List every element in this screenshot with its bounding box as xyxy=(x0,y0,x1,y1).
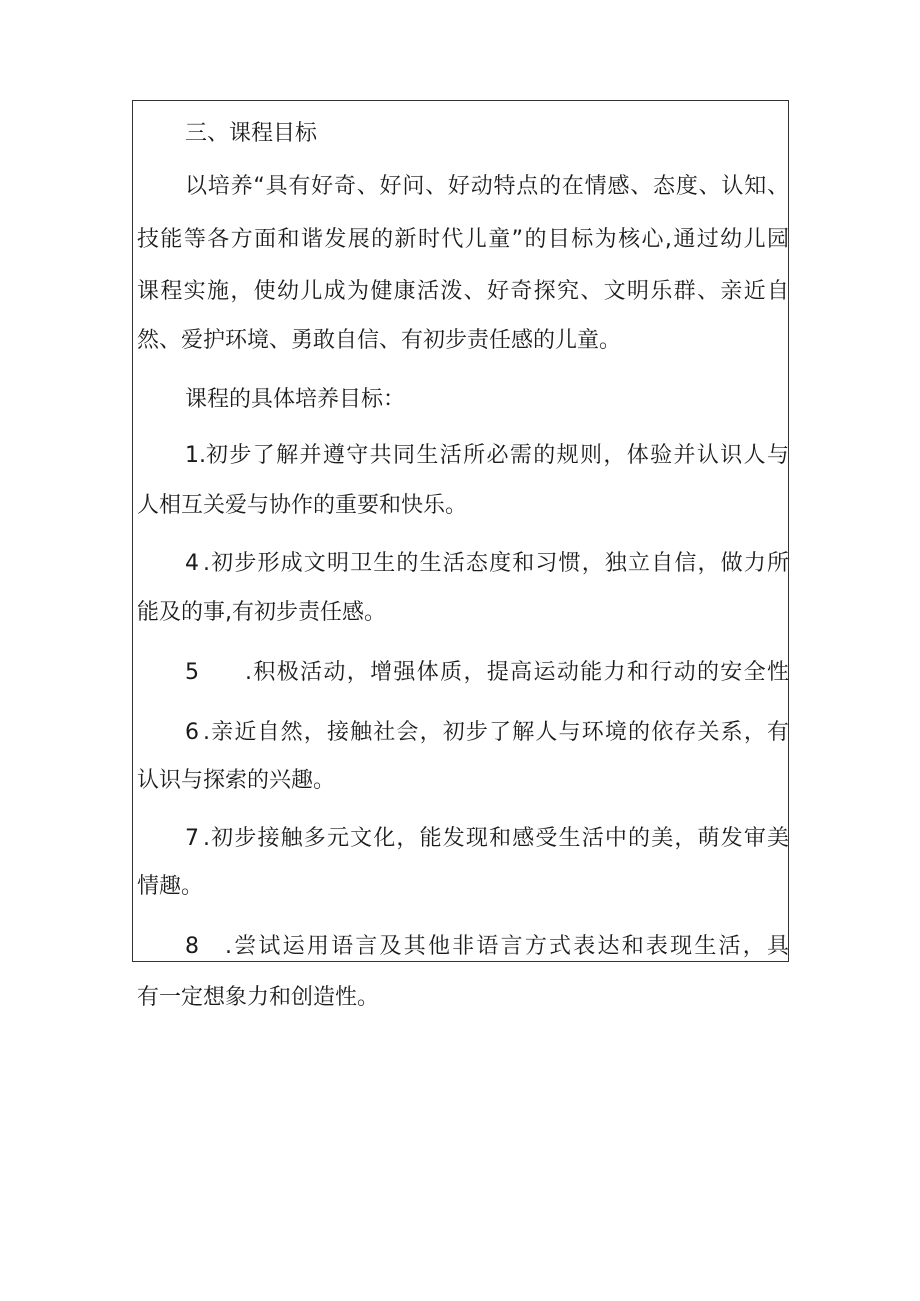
goal-4-text: .初步形成文明卫生的生活态度和习惯，独立自信，做力所 xyxy=(203,551,789,576)
goal-1-line-2: 人相互关爱与协作的重要和快乐。 xyxy=(137,493,468,518)
section-title: 三、课程目标 xyxy=(185,121,318,146)
goal-8-text: .尝试运用语言及其他非语言方式表达和表现生活，具 xyxy=(225,934,789,959)
goal-5-text: .积极活动，增强体质，提高运动能力和行动的安全性 xyxy=(245,660,789,685)
goal-1-number: 1. xyxy=(185,443,206,468)
goal-6-number: 6 xyxy=(185,720,199,745)
goal-7-number: 7 xyxy=(185,826,199,851)
intro-line-1: 以培养“具有好奇、好问、好动特点的在情感、态度、认知、 xyxy=(185,174,789,199)
goal-8-number: 8 xyxy=(185,934,199,959)
goal-4-line-2: 能及的事,有初步责任感。 xyxy=(137,600,386,625)
goal-6-line-2: 认识与探索的兴趣。 xyxy=(137,768,336,793)
goal-4-line-1 xyxy=(137,548,789,580)
goal-6-text: .亲近自然，接触社会，初步了解人与环境的依存关系，有 xyxy=(203,720,789,745)
goal-1-text: 初步了解并遵守共同生活所必需的规则，体验并认识人与 xyxy=(206,443,789,468)
goal-5-line-1 xyxy=(137,657,789,689)
goal-8-line-2: 有一定想象力和创造性。 xyxy=(137,985,380,1010)
intro-line-3: 课程实施，使幼儿成为健康活泼、好奇探究、文明乐群、亲近自 xyxy=(137,279,789,304)
goal-8-line-1 xyxy=(137,931,789,963)
goal-5-number: 5 xyxy=(185,660,199,685)
intro-line-4: 然、爱护环境、勇敢自信、有初步责任感的儿童。 xyxy=(137,328,622,353)
goal-7-line-1 xyxy=(137,823,789,855)
goal-4-number: 4 xyxy=(185,551,199,576)
goal-7-text: .初步接触多元文化，能发现和感受生活中的美，萌发审美 xyxy=(203,826,789,851)
goal-6-line-1 xyxy=(137,717,789,749)
intro-line-2: 技能等各方面和谐发展的新时代儿童”的目标为核心,通过幼儿园 xyxy=(137,227,789,252)
goal-1-line-1 xyxy=(137,440,789,472)
goals-heading: 课程的具体培养目标： xyxy=(185,387,406,412)
goal-7-line-2: 情趣。 xyxy=(137,874,204,899)
